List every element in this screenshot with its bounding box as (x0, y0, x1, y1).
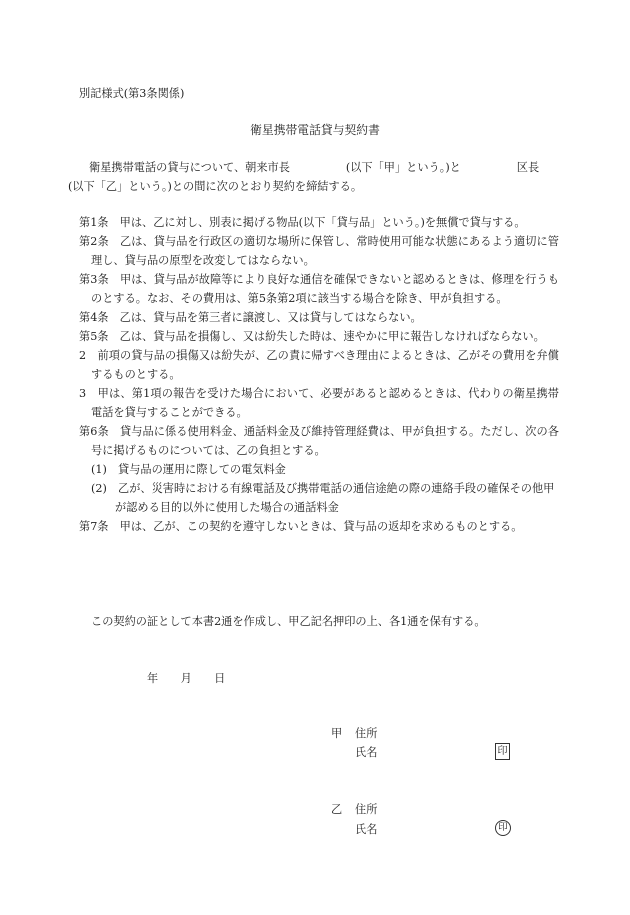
party-b-mark: 乙 (331, 803, 343, 816)
contract-date: 年 月 日 (147, 672, 226, 685)
party-b-seal-icon: 印 (495, 820, 511, 836)
articles (79, 213, 559, 536)
party-a-address-label: 住所 (355, 727, 378, 740)
party-b-address-label: 住所 (355, 803, 378, 816)
party-a-mark: 甲 (331, 727, 343, 740)
document-title: 衛星携帯電話貸与契約書 (250, 123, 380, 137)
article-6-item-1: (1) 貸与品の運用に際しての電気料金 (91, 463, 286, 476)
intro-paragraph (68, 158, 550, 196)
article-7: 第7条 甲は、乙が、この契約を遵守しないときは、貸与品の返却を求めるものとする。 (79, 520, 523, 533)
party-a-name-label: 氏名 (355, 746, 378, 759)
intro-line-2: (以下「乙」という。)との間に次のとおり契約を締結する。 (68, 180, 363, 193)
article-4: 第4条 乙は、貸与品を第三者に譲渡し、又は貸与してはならない。 (79, 311, 422, 324)
form-label: 別記様式(第3条関係) (79, 87, 185, 100)
article-5-paragraph-3: 3 甲は、第1項の報告を受けた場合において、必要があると認めるときは、代わりの衛星携帯電話を貸与することができる。 (79, 387, 559, 419)
article-5-paragraph-2: 2 前項の貸与品の損傷又は紛失が、乙の責に帰すべき理由によるときは、乙がその費用を弁償するものとする。 (79, 349, 559, 381)
article-2: 第2条 乙は、貸与品を行政区の適切な場所に保管し、常時使用可能な状態にあるよう適切に管理し、貸与品の原型を改変してはならない。 (79, 235, 559, 267)
article-6: 第6条 貸与品に係る使用料金、通話料金及び維持管理経費は、甲が負担する。ただし、次の各号に掲げるものについては、乙の負担とする。 (79, 425, 559, 457)
closing-statement: この契約の証として本書2通を作成し、甲乙記名押印の上、各1通を保有する。 (91, 615, 486, 628)
article-5: 第5条 乙は、貸与品を損傷し、又は紛失した時は、速やかに甲に報告しなければならない。 (79, 330, 545, 343)
intro-line-1: 衛星携帯電話の貸与について、朝来市長 (以下「甲」という。)と 区長 (89, 161, 540, 174)
party-b-name-label: 氏名 (355, 823, 378, 836)
article-1: 第1条 甲は、乙に対し、別表に掲げる物品(以下「貸与品」という。)を無償で貸与する。 (79, 216, 526, 229)
article-6-item-2: (2) 乙が、災害時における有線電話及び携帯電話の通信途絶の際の連絡手段の確保その他甲が認める目的以外に使用した場合の通話料金 (91, 482, 555, 514)
article-3: 第3条 甲は、貸与品が故障等により良好な通信を確保できないと認めるときは、修理を行うものとする。なお、その費用は、第5条第2項に該当する場合を除き、甲が負担する。 (79, 273, 559, 305)
party-a-seal-icon: 印 (495, 743, 510, 760)
